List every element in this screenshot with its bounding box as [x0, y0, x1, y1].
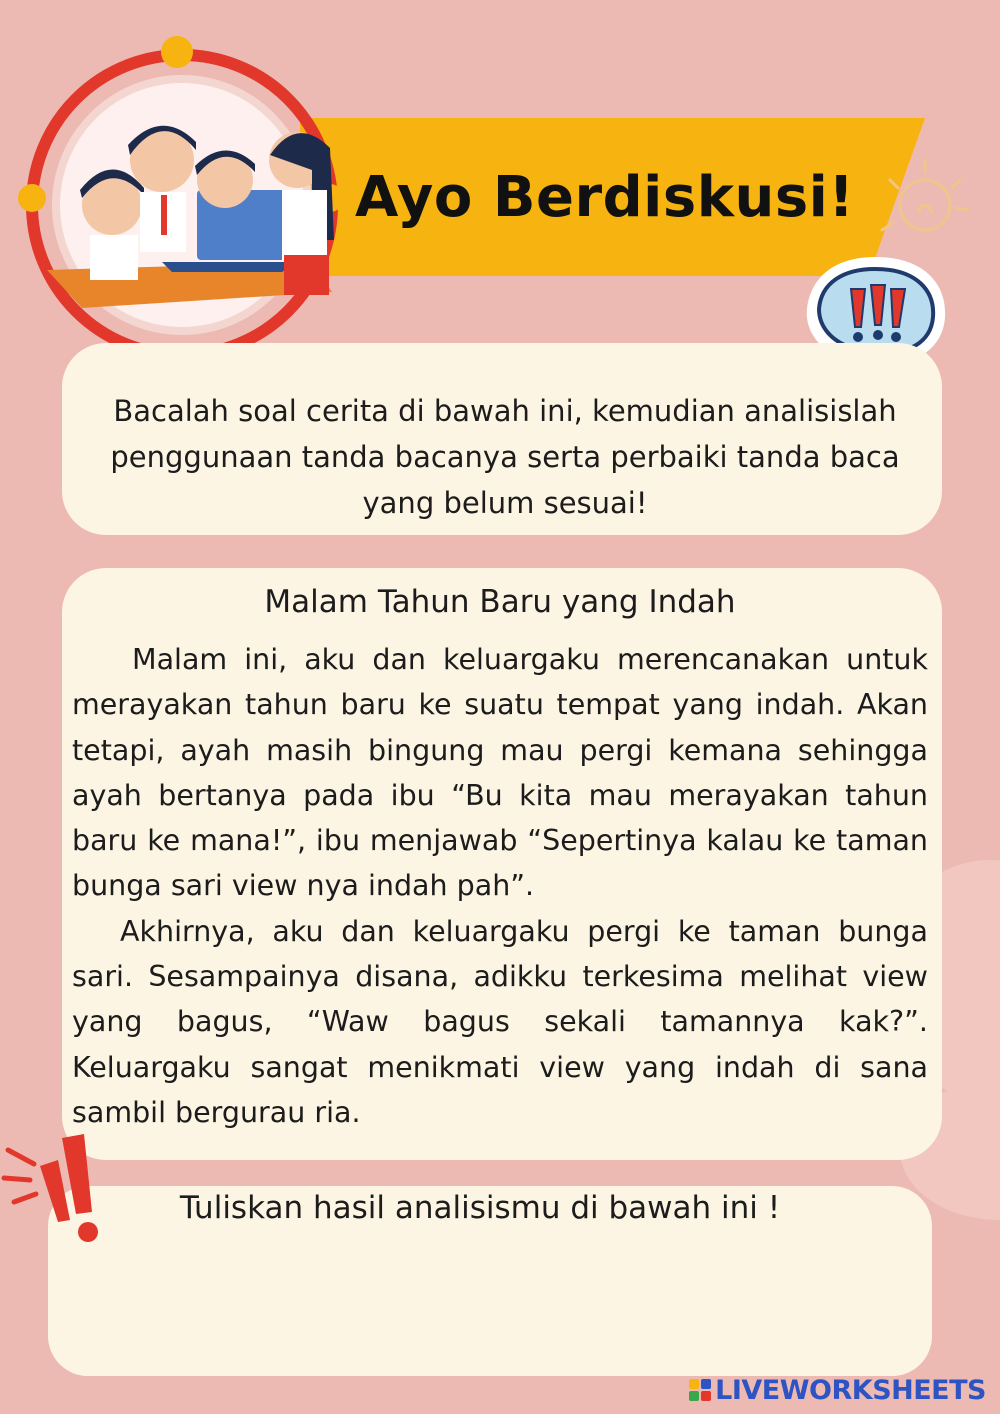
logo-text: LIVEWORKSHEETS [715, 1374, 986, 1406]
story-body [72, 637, 928, 1135]
logo-grid-icon [689, 1379, 711, 1401]
page-title: Ayo Berdiskusi! [355, 165, 855, 230]
story-paragraph: Akhirnya, aku dan keluargaku pergi ke taman bunga sari. Sesampainya disana, adikku terkesima melihat view yang bagus, “Waw bagus sekali tamannya kak?”. Keluargaku sangat menikmati view yang indah di sana sambil bergurau ria. [72, 914, 928, 1129]
instruction-text: Bacalah soal cerita di bawah ini, kemudian analisislah penggunaan tanda bacanya serta perbaiki tanda baca yang belum sesuai! [110, 394, 900, 520]
answer-prompt: Tuliskan hasil analisismu di bawah ini ! [179, 1190, 781, 1226]
story-paragraph: Malam ini, aku dan keluargaku merencanakan untuk merayakan tahun baru ke suatu tempat yang indah. Akan tetapi, ayah masih bingung mau pergi kemana sehingga ayah bertanya pada ibu “Bu kita mau merayakan tahun baru ke mana!”, ibu menjawab “Sepertinya kalau ke taman bunga sari view nya indah pah”. [72, 643, 928, 903]
liveworksheets-logo [689, 1372, 986, 1408]
students-laptop-illustration [12, 30, 352, 350]
light-bulb-icon [860, 150, 980, 260]
exclamation-mark-icon [0, 1130, 110, 1250]
story-title: Malam Tahun Baru yang Indah [264, 584, 736, 620]
answer-input[interactable] [80, 1240, 914, 1364]
